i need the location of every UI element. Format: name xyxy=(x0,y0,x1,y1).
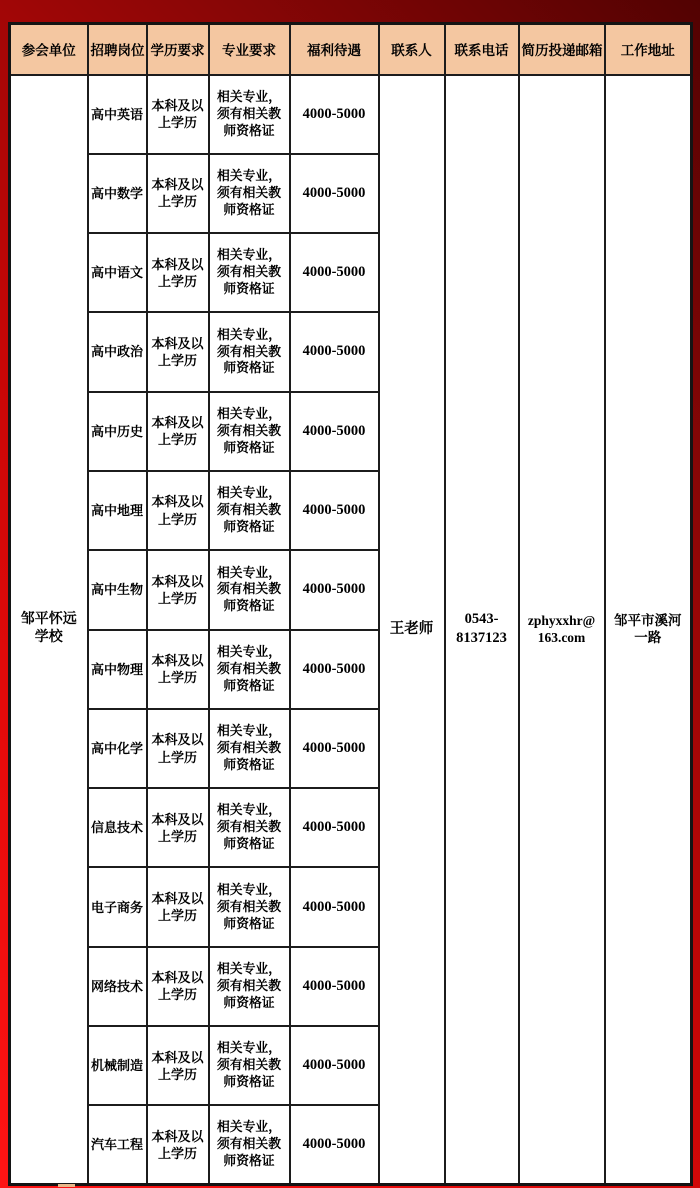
education-cell-text: 本科及以上学历 xyxy=(151,653,204,686)
salary-cell-text: 4000-5000 xyxy=(302,739,366,756)
contact-email-cell xyxy=(519,75,605,1185)
contact-person-cell-text: 王老师 xyxy=(389,620,434,637)
education-cell xyxy=(147,233,209,312)
position-cell-text: 高中生物 xyxy=(90,582,143,598)
education-cell xyxy=(147,630,209,709)
education-cell xyxy=(147,75,209,154)
unit-cell xyxy=(10,75,88,1185)
major-cell xyxy=(209,630,290,709)
salary-cell-text: 4000-5000 xyxy=(302,581,366,598)
header-position: 招聘岗位 xyxy=(88,24,147,75)
salary-cell xyxy=(290,312,379,391)
education-cell-text: 本科及以上学历 xyxy=(151,573,204,606)
major-cell xyxy=(209,709,290,788)
header-address: 工作地址 xyxy=(605,24,692,75)
major-cell-text: 相关专业，须有相关教师资格证 xyxy=(217,803,281,852)
education-cell xyxy=(147,1026,209,1105)
position-cell-text: 电子商务 xyxy=(90,899,143,915)
position-cell xyxy=(88,867,147,946)
salary-cell xyxy=(290,550,379,629)
education-cell xyxy=(147,867,209,946)
header-phone: 联系电话 xyxy=(445,24,519,75)
education-cell xyxy=(147,550,209,629)
position-cell-text: 机械制造 xyxy=(90,1058,143,1074)
major-cell xyxy=(209,233,290,312)
major-cell-text: 相关专业，须有相关教师资格证 xyxy=(217,89,281,138)
education-cell xyxy=(147,312,209,391)
major-cell xyxy=(209,471,290,550)
position-cell-text: 汽车工程 xyxy=(90,1137,143,1153)
contact-phone-cell xyxy=(445,75,519,1185)
education-cell-text: 本科及以上学历 xyxy=(151,335,204,369)
major-cell xyxy=(209,947,290,1026)
salary-cell xyxy=(290,1105,379,1184)
education-cell xyxy=(147,471,209,550)
position-cell xyxy=(88,947,147,1026)
contact-person-cell xyxy=(379,75,445,1185)
major-cell-text: 相关专业，须有相关教师资格证 xyxy=(217,962,281,1010)
position-cell xyxy=(88,709,147,788)
education-cell xyxy=(147,154,209,233)
position-cell xyxy=(88,312,147,391)
position-cell xyxy=(88,154,147,233)
salary-cell-text: 4000-5000 xyxy=(302,660,366,677)
position-cell xyxy=(88,233,147,312)
header-row xyxy=(10,24,692,75)
major-cell-text: 相关专业，须有相关教师资格证 xyxy=(217,882,281,931)
position-cell xyxy=(88,75,147,154)
education-cell-text: 本科及以上学历 xyxy=(151,177,204,210)
salary-cell-text: 4000-5000 xyxy=(302,422,366,439)
salary-cell-text: 4000-5000 xyxy=(302,184,366,201)
position-cell-text: 信息技术 xyxy=(90,820,143,836)
contact-phone-cell-text: 0543-8137123 xyxy=(456,611,507,647)
salary-cell-text: 4000-5000 xyxy=(302,502,366,519)
position-cell xyxy=(88,1026,147,1105)
salary-cell xyxy=(290,233,379,312)
education-cell xyxy=(147,392,209,471)
salary-cell xyxy=(290,154,379,233)
work-address-cell-text: 邹平市溪河一路 xyxy=(614,612,682,646)
header-contact: 联系人 xyxy=(379,24,445,75)
education-cell-text: 本科及以上学历 xyxy=(151,494,204,527)
major-cell xyxy=(209,788,290,867)
position-cell xyxy=(88,550,147,629)
education-cell-text: 本科及以上学历 xyxy=(151,890,204,924)
major-cell-text: 相关专业，须有相关教师资格证 xyxy=(217,1041,281,1090)
position-cell-text: 高中地理 xyxy=(90,503,143,519)
salary-cell xyxy=(290,788,379,867)
salary-cell xyxy=(290,392,379,471)
position-cell-text: 高中政治 xyxy=(90,344,143,360)
major-cell-text: 相关专业，须有相关教师资格证 xyxy=(217,486,281,535)
education-cell xyxy=(147,947,209,1026)
salary-cell xyxy=(290,709,379,788)
header-education: 学历要求 xyxy=(147,24,209,75)
contact-email-cell-text: zphyxxhr@​163.com xyxy=(527,612,596,646)
major-cell xyxy=(209,550,290,629)
major-cell-text: 相关专业，须有相关教师资格证 xyxy=(217,565,281,614)
recruitment-table xyxy=(8,22,693,1186)
position-cell-text: 高中语文 xyxy=(90,265,143,281)
unit-cell-text: 邹平怀远学校 xyxy=(20,611,77,646)
major-cell xyxy=(209,1105,290,1184)
major-cell xyxy=(209,1026,290,1105)
salary-cell-text: 4000-5000 xyxy=(302,819,366,836)
header-major: 专业要求 xyxy=(209,24,290,75)
education-cell-text: 本科及以上学历 xyxy=(151,1049,204,1082)
bottom-edge-tick xyxy=(58,1184,75,1187)
major-cell-text: 相关专业，须有相关教师资格证 xyxy=(217,169,281,217)
position-cell-text: 高中历史 xyxy=(90,423,143,439)
major-cell xyxy=(209,867,290,946)
position-cell-text: 高中数学 xyxy=(90,185,143,201)
position-cell xyxy=(88,471,147,550)
salary-cell-text: 4000-5000 xyxy=(302,977,366,994)
position-cell xyxy=(88,1105,147,1184)
salary-cell xyxy=(290,630,379,709)
salary-cell xyxy=(290,75,379,154)
salary-cell-text: 4000-5000 xyxy=(302,1136,366,1153)
position-cell-text: 高中化学 xyxy=(90,740,143,756)
position-cell xyxy=(88,788,147,867)
salary-cell xyxy=(290,867,379,946)
education-cell xyxy=(147,788,209,867)
major-cell-text: 相关专业，须有相关教师资格证 xyxy=(217,724,281,772)
major-cell-text: 相关专业，须有相关教师资格证 xyxy=(217,644,281,693)
major-cell-text: 相关专业，须有相关教师资格证 xyxy=(217,327,281,376)
education-cell xyxy=(147,1105,209,1184)
education-cell-text: 本科及以上学历 xyxy=(151,415,204,448)
major-cell-text: 相关专业，须有相关教师资格证 xyxy=(217,1120,281,1169)
education-cell-text: 本科及以上学历 xyxy=(151,732,204,765)
position-cell xyxy=(88,392,147,471)
salary-cell-text: 4000-5000 xyxy=(302,343,366,360)
salary-cell-text: 4000-5000 xyxy=(302,105,366,122)
major-cell xyxy=(209,75,290,154)
position-cell xyxy=(88,630,147,709)
salary-cell xyxy=(290,471,379,550)
education-cell xyxy=(147,709,209,788)
salary-cell xyxy=(290,947,379,1026)
education-cell-text: 本科及以上学历 xyxy=(151,97,204,131)
education-cell-text: 本科及以上学历 xyxy=(151,1128,204,1161)
position-cell-text: 高中英语 xyxy=(90,106,143,122)
position-cell-text: 网络技术 xyxy=(90,978,143,994)
position-cell-text: 高中物理 xyxy=(90,661,143,677)
major-cell-text: 相关专业，须有相关教师资格证 xyxy=(217,248,281,297)
table-row xyxy=(10,75,692,154)
salary-cell-text: 4000-5000 xyxy=(302,264,366,281)
major-cell-text: 相关专业，须有相关教师资格证 xyxy=(217,407,281,455)
header-unit: 参会单位 xyxy=(10,24,88,75)
education-cell-text: 本科及以上学历 xyxy=(151,970,204,1003)
major-cell xyxy=(209,312,290,391)
header-salary: 福利待遇 xyxy=(290,24,379,75)
salary-cell xyxy=(290,1026,379,1105)
major-cell xyxy=(209,392,290,471)
salary-cell-text: 4000-5000 xyxy=(302,1057,366,1074)
work-address-cell xyxy=(605,75,692,1185)
major-cell xyxy=(209,154,290,233)
education-cell-text: 本科及以上学历 xyxy=(151,256,204,289)
education-cell-text: 本科及以上学历 xyxy=(151,811,204,844)
header-email: 简历投递邮箱 xyxy=(519,24,605,75)
salary-cell-text: 4000-5000 xyxy=(302,898,366,915)
